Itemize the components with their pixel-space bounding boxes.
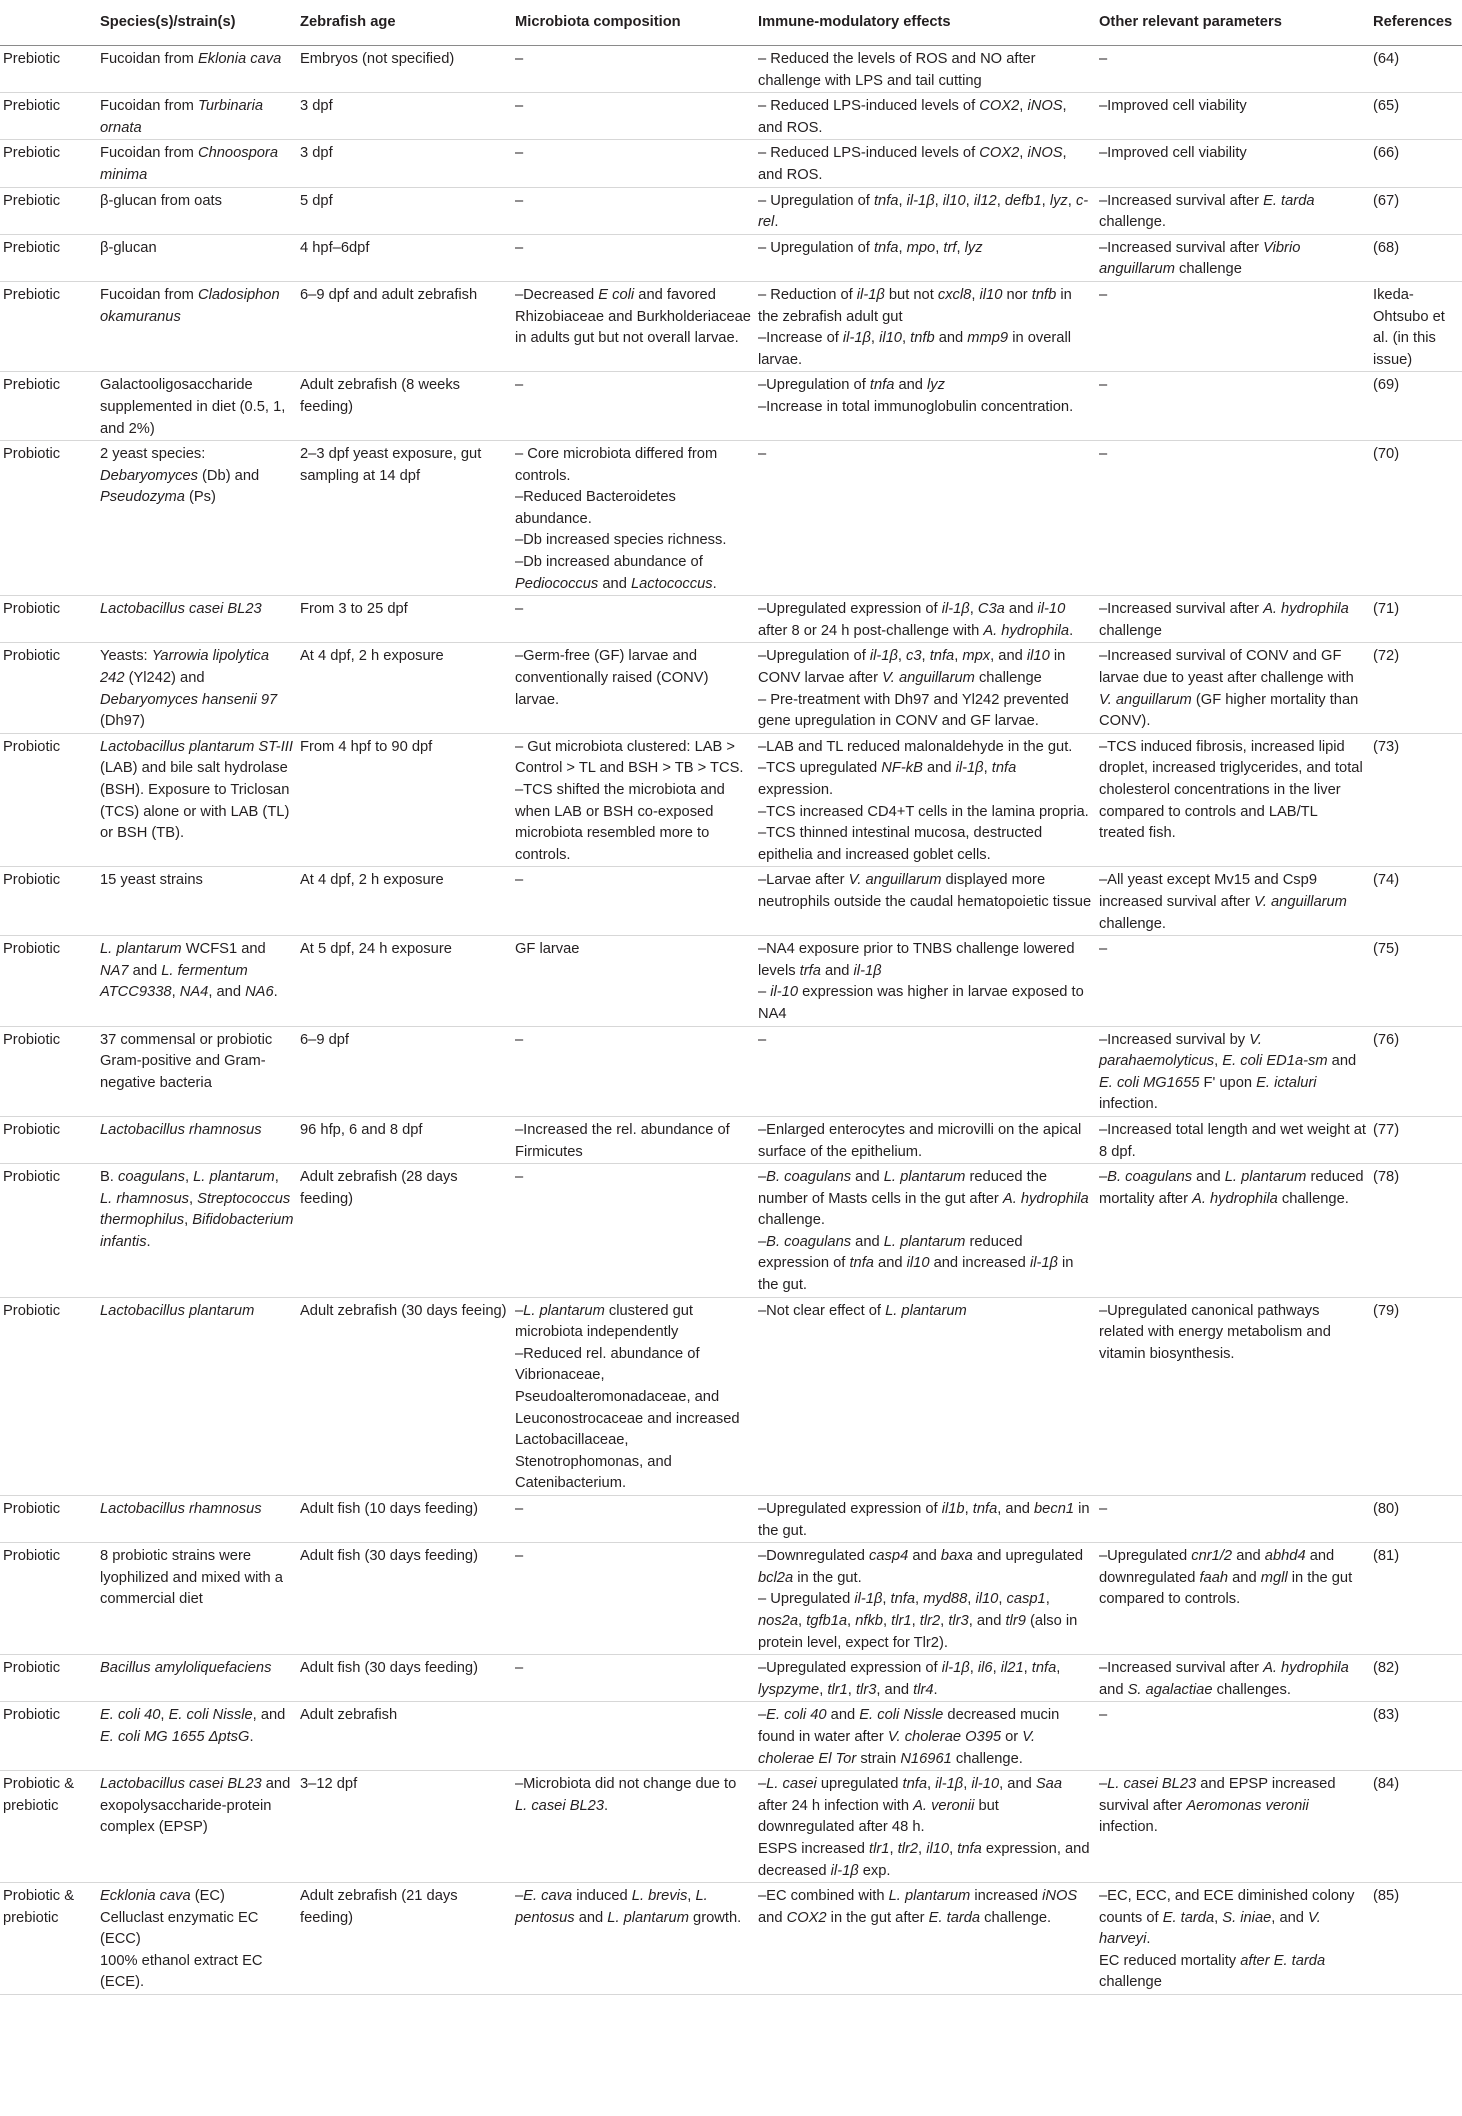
cell-age: Adult zebrafish (30 days feeing) [297,1297,512,1495]
table-row [0,643,1462,733]
cell-other: – [1096,1702,1370,1771]
header-references: References [1370,0,1462,46]
cell-microbiota: – [512,1655,755,1702]
cell-immune: –Upregulated expression of il1b, tnfa, and becn1 in the gut. [755,1496,1096,1543]
cell-type: Prebiotic [0,140,97,187]
cell-other: – [1096,441,1370,596]
cell-species: Lactobacillus rhamnosus [97,1116,297,1163]
table-body [0,46,1462,1995]
table-row [0,187,1462,234]
cell-type: Prebiotic [0,372,97,441]
cell-reference: (65) [1370,93,1462,140]
cell-other: –B. coagulans and L. plantarum reduced mortality after A. hydrophila challenge. [1096,1164,1370,1298]
cell-type: Prebiotic [0,46,97,93]
cell-reference: Ikeda-Ohtsubo et al. (in this issue) [1370,281,1462,371]
cell-other: – [1096,46,1370,93]
cell-reference: (73) [1370,733,1462,867]
cell-age: Embryos (not specified) [297,46,512,93]
cell-immune: –Upregulation of il-1β, c3, tnfa, mpx, and il10 in CONV larvae after V. anguillarum challenge – Pre-treatment with Dh97 and Yl242 prevented gene upregulation in CONV and GF larvae. [755,643,1096,733]
cell-immune: – Upregulation of tnfa, mpo, trf, lyz [755,234,1096,281]
cell-species: Fucoidan from Eklonia cava [97,46,297,93]
cell-microbiota: –E. cava induced L. brevis, L. pentosus and L. plantarum growth. [512,1883,755,1995]
cell-microbiota: – [512,1026,755,1116]
cell-microbiota: – Gut microbiota clustered: LAB > Control > TL and BSH > TB > TCS. –TCS shifted the microbiota and when LAB or BSH co-exposed microbiota resembled more to controls. [512,733,755,867]
cell-reference: (79) [1370,1297,1462,1495]
cell-reference: (69) [1370,372,1462,441]
cell-age: Adult fish (30 days feeding) [297,1543,512,1655]
cell-other: –Increased survival after A. hydrophila and S. agalactiae challenges. [1096,1655,1370,1702]
cell-microbiota: – [512,867,755,936]
cell-other: –Upregulated cnr1/2 and abhd4 and downregulated faah and mgll in the gut compared to controls. [1096,1543,1370,1655]
cell-age: 4 hpf–6dpf [297,234,512,281]
cell-immune: –Downregulated casp4 and baxa and upregulated bcl2a in the gut. – Upregulated il-1β, tnfa, myd88, il10, casp1, nos2a, tgfb1a, nfkb, tlr1, tlr2, tlr3, and tlr9 (also in protein level, expect for Tlr2). [755,1543,1096,1655]
cell-microbiota: – [512,187,755,234]
cell-type: Probiotic [0,733,97,867]
cell-species: β-glucan [97,234,297,281]
cell-species: Lactobacillus rhamnosus [97,1496,297,1543]
cell-age: 2–3 dpf yeast exposure, gut sampling at 14 dpf [297,441,512,596]
cell-reference: (66) [1370,140,1462,187]
table-row [0,1771,1462,1883]
cell-reference: (76) [1370,1026,1462,1116]
cell-species: Galactooligosaccharide supplemented in diet (0.5, 1, and 2%) [97,372,297,441]
cell-species: L. plantarum WCFS1 and NA7 and L. fermentum ATCC9338, NA4, and NA6. [97,936,297,1026]
cell-immune: – Upregulation of tnfa, il-1β, il10, il12, defb1, lyz, c-rel. [755,187,1096,234]
cell-age: 3 dpf [297,93,512,140]
cell-species: Bacillus amyloliquefaciens [97,1655,297,1702]
cell-immune: –Not clear effect of L. plantarum [755,1297,1096,1495]
cell-type: Probiotic [0,1543,97,1655]
cell-age: From 4 hpf to 90 dpf [297,733,512,867]
cell-reference: (82) [1370,1655,1462,1702]
cell-other: – [1096,372,1370,441]
cell-microbiota: – [512,1496,755,1543]
cell-microbiota: –Germ-free (GF) larvae and conventionally raised (CONV) larvae. [512,643,755,733]
cell-type: Probiotic [0,1297,97,1495]
cell-age: At 4 dpf, 2 h exposure [297,867,512,936]
cell-reference: (64) [1370,46,1462,93]
cell-type: Probiotic [0,867,97,936]
table-row [0,733,1462,867]
cell-microbiota: – [512,1164,755,1298]
cell-reference: (81) [1370,1543,1462,1655]
table-row [0,1164,1462,1298]
header-type [0,0,97,46]
cell-type: Prebiotic [0,281,97,371]
cell-species: Lactobacillus casei BL23 [97,596,297,643]
table-row [0,281,1462,371]
cell-microbiota: – [512,372,755,441]
cell-other: –TCS induced fibrosis, increased lipid droplet, increased triglycerides, and total cholesterol concentrations in the liver compared to controls and LAB/TL treated fish. [1096,733,1370,867]
cell-species: E. coli 40, E. coli Nissle, and E. coli MG 1655 ΔptsG. [97,1702,297,1771]
header-age: Zebrafish age [297,0,512,46]
cell-type: Probiotic [0,1026,97,1116]
cell-type: Probiotic [0,596,97,643]
cell-microbiota [512,1702,755,1771]
table-row [0,867,1462,936]
cell-reference: (71) [1370,596,1462,643]
cell-other: – [1096,281,1370,371]
cell-species: B. coagulans, L. plantarum, L. rhamnosus, Streptococcus thermophilus, Bifidobacterium infantis. [97,1164,297,1298]
cell-immune: –Enlarged enterocytes and microvilli on the apical surface of the epithelium. [755,1116,1096,1163]
header-species: Species(s)/strain(s) [97,0,297,46]
cell-immune: – Reduced LPS-induced levels of COX2, iNOS, and ROS. [755,140,1096,187]
cell-immune: –LAB and TL reduced malonaldehyde in the gut. –TCS upregulated NF-kB and il-1β, tnfa expression. –TCS increased CD4+T cells in the lamina propria. –TCS thinned intestinal mucosa, destructed epithelia and increased goblet cells. [755,733,1096,867]
table-row [0,1116,1462,1163]
cell-reference: (75) [1370,936,1462,1026]
cell-type: Probiotic [0,643,97,733]
cell-species: 15 yeast strains [97,867,297,936]
table-row [0,234,1462,281]
cell-age: Adult fish (10 days feeding) [297,1496,512,1543]
cell-species: 8 probiotic strains were lyophilized and mixed with a commercial diet [97,1543,297,1655]
cell-immune: –Upregulation of tnfa and lyz –Increase in total immunoglobulin concentration. [755,372,1096,441]
cell-other: –EC, ECC, and ECE diminished colony counts of E. tarda, S. iniae, and V. harveyi. EC reduced mortality after E. tarda challenge [1096,1883,1370,1995]
table-header [0,0,1462,46]
cell-other: –Increased survival by V. parahaemolyticus, E. coli ED1a-sm and E. coli MG1655 F' upon E. ictaluri infection. [1096,1026,1370,1116]
table-row [0,93,1462,140]
cell-other: –Increased survival after A. hydrophila challenge [1096,596,1370,643]
cell-age: At 5 dpf, 24 h exposure [297,936,512,1026]
cell-microbiota: – Core microbiota differed from controls. –Reduced Bacteroidetes abundance. –Db increased species richness. –Db increased abundance of Pediococcus and Lactococcus. [512,441,755,596]
cell-immune: –NA4 exposure prior to TNBS challenge lowered levels trfa and il-1β – il-10 expression was higher in larvae exposed to NA4 [755,936,1096,1026]
cell-immune: –EC combined with L. plantarum increased iNOS and COX2 in the gut after E. tarda challenge. [755,1883,1096,1995]
cell-reference: (85) [1370,1883,1462,1995]
cell-age: Adult fish (30 days feeding) [297,1655,512,1702]
cell-reference: (72) [1370,643,1462,733]
cell-age: 5 dpf [297,187,512,234]
header-microbiota: Microbiota composition [512,0,755,46]
cell-other: – [1096,936,1370,1026]
cell-other: –Increased survival after E. tarda challenge. [1096,187,1370,234]
cell-species: Fucoidan from Turbinaria ornata [97,93,297,140]
cell-type: Probiotic [0,1496,97,1543]
cell-species: Lactobacillus plantarum ST-III (LAB) and bile salt hydrolase (BSH). Exposure to Triclosan (TCS) alone or with LAB (TL) or BSH (TB). [97,733,297,867]
cell-age: From 3 to 25 dpf [297,596,512,643]
cell-other: –Increased survival after Vibrio anguillarum challenge [1096,234,1370,281]
cell-other: –Increased total length and wet weight at 8 dpf. [1096,1116,1370,1163]
table-row [0,596,1462,643]
cell-age: At 4 dpf, 2 h exposure [297,643,512,733]
cell-microbiota: –L. plantarum clustered gut microbiota independently –Reduced rel. abundance of Vibrionaceae, Pseudoalteromonadaceae, and Leuconostrocaceae and increased Lactobacillaceae, Stenotrophomonas, and Catenibacterium. [512,1297,755,1495]
cell-type: Probiotic [0,441,97,596]
cell-microbiota: – [512,596,755,643]
cell-type: Probiotic [0,936,97,1026]
cell-type: Prebiotic [0,93,97,140]
cell-species: Fucoidan from Chnoospora minima [97,140,297,187]
cell-microbiota: – [512,93,755,140]
cell-immune: –E. coli 40 and E. coli Nissle decreased mucin found in water after V. cholerae O395 or V. cholerae El Tor strain N16961 challenge. [755,1702,1096,1771]
table-row [0,441,1462,596]
cell-immune: –Upregulated expression of il-1β, C3a and il-10 after 8 or 24 h post-challenge with A. hydrophila. [755,596,1096,643]
cell-other: –L. casei BL23 and EPSP increased survival after Aeromonas veronii infection. [1096,1771,1370,1883]
cell-reference: (77) [1370,1116,1462,1163]
cell-species: Yeasts: Yarrowia lipolytica 242 (Yl242) and Debaryomyces hansenii 97 (Dh97) [97,643,297,733]
table-row [0,1496,1462,1543]
table-row [0,372,1462,441]
header-immune: Immune-modulatory effects [755,0,1096,46]
cell-other: –Upregulated canonical pathways related with energy metabolism and vitamin biosynthesis. [1096,1297,1370,1495]
cell-microbiota: – [512,234,755,281]
cell-other: –Increased survival of CONV and GF larvae due to yeast after challenge with V. anguillarum (GF higher mortality than CONV). [1096,643,1370,733]
cell-immune: –Larvae after V. anguillarum displayed more neutrophils outside the caudal hematopoietic tissue [755,867,1096,936]
cell-immune: – [755,1026,1096,1116]
cell-species: Fucoidan from Cladosiphon okamuranus [97,281,297,371]
cell-species: Ecklonia cava (EC) Celluclast enzymatic EC (ECC) 100% ethanol extract EC (ECE). [97,1883,297,1995]
cell-type: Probiotic [0,1164,97,1298]
cell-reference: (78) [1370,1164,1462,1298]
cell-type: Prebiotic [0,234,97,281]
cell-reference: (80) [1370,1496,1462,1543]
cell-reference: (68) [1370,234,1462,281]
cell-reference: (74) [1370,867,1462,936]
cell-immune: – Reduction of il-1β but not cxcl8, il10 nor tnfb in the zebrafish adult gut –Increase of il-1β, il10, tnfb and mmp9 in overall larvae. [755,281,1096,371]
table-row [0,1297,1462,1495]
cell-type: Probiotic & prebiotic [0,1883,97,1995]
cell-species: Lactobacillus casei BL23 and exopolysaccharide-protein complex (EPSP) [97,1771,297,1883]
cell-immune: – Reduced LPS-induced levels of COX2, iNOS, and ROS. [755,93,1096,140]
cell-microbiota: – [512,1543,755,1655]
cell-reference: (70) [1370,441,1462,596]
cell-microbiota: –Microbiota did not change due to L. casei BL23. [512,1771,755,1883]
cell-age: 6–9 dpf and adult zebrafish [297,281,512,371]
header-other: Other relevant parameters [1096,0,1370,46]
cell-reference: (67) [1370,187,1462,234]
cell-type: Probiotic [0,1702,97,1771]
cell-other: –Improved cell viability [1096,140,1370,187]
table-row [0,936,1462,1026]
cell-age: Adult zebrafish (21 days feeding) [297,1883,512,1995]
cell-species: 2 yeast species: Debaryomyces (Db) and Pseudozyma (Ps) [97,441,297,596]
cell-age: Adult zebrafish (28 days feeding) [297,1164,512,1298]
table-row [0,46,1462,93]
cell-age: Adult zebrafish [297,1702,512,1771]
header-row [0,0,1462,46]
cell-type: Probiotic [0,1655,97,1702]
cell-other: –Improved cell viability [1096,93,1370,140]
table-row [0,1883,1462,1995]
cell-microbiota: – [512,140,755,187]
cell-other: –All yeast except Mv15 and Csp9 increased survival after V. anguillarum challenge. [1096,867,1370,936]
cell-microbiota: –Increased the rel. abundance of Firmicutes [512,1116,755,1163]
table-row [0,140,1462,187]
cell-species: 37 commensal or probiotic Gram-positive and Gram-negative bacteria [97,1026,297,1116]
cell-age: 96 hfp, 6 and 8 dpf [297,1116,512,1163]
cell-microbiota: –Decreased E coli and favored Rhizobiaceae and Burkholderiaceae in adults gut but not overall larvae. [512,281,755,371]
cell-other: – [1096,1496,1370,1543]
cell-immune: –L. casei upregulated tnfa, il-1β, il-10, and Saa after 24 h infection with A. veronii but downregulated after 48 h. ESPS increased tlr1, tlr2, il10, tnfa expression, and decreased il-1β exp. [755,1771,1096,1883]
cell-immune: –Upregulated expression of il-1β, il6, il21, tnfa, lyspzyme, tlr1, tlr3, and tlr4. [755,1655,1096,1702]
cell-immune: –B. coagulans and L. plantarum reduced the number of Masts cells in the gut after A. hydrophila challenge. –B. coagulans and L. plantarum reduced expression of tnfa and il10 and increased il-1β in the gut. [755,1164,1096,1298]
table-row [0,1543,1462,1655]
cell-species: Lactobacillus plantarum [97,1297,297,1495]
cell-microbiota: – [512,46,755,93]
cell-reference: (84) [1370,1771,1462,1883]
cell-type: Probiotic & prebiotic [0,1771,97,1883]
cell-age: 3–12 dpf [297,1771,512,1883]
cell-reference: (83) [1370,1702,1462,1771]
cell-immune: – [755,441,1096,596]
cell-age: 6–9 dpf [297,1026,512,1116]
cell-immune: – Reduced the levels of ROS and NO after challenge with LPS and tail cutting [755,46,1096,93]
cell-species: β-glucan from oats [97,187,297,234]
table-row [0,1655,1462,1702]
cell-age: 3 dpf [297,140,512,187]
table-row [0,1026,1462,1116]
table-row [0,1702,1462,1771]
cell-microbiota: GF larvae [512,936,755,1026]
cell-type: Prebiotic [0,187,97,234]
cell-age: Adult zebrafish (8 weeks feeding) [297,372,512,441]
cell-type: Probiotic [0,1116,97,1163]
